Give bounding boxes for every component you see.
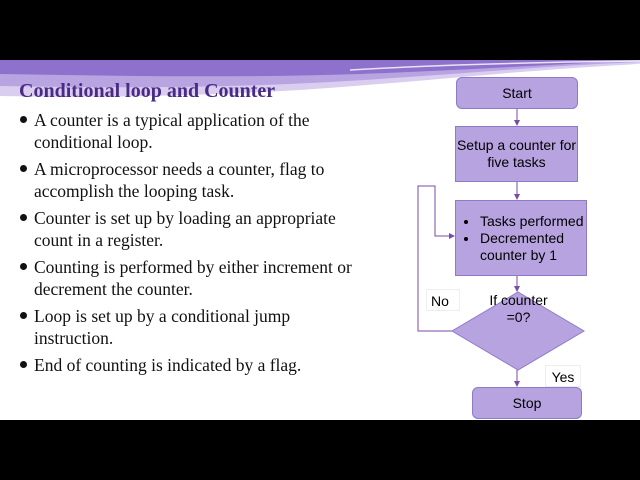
stop-node: Stop: [472, 387, 582, 419]
no-branch-label: No: [426, 289, 460, 311]
slide-title: Conditional loop and Counter: [19, 80, 276, 102]
bullet-icon: [464, 237, 468, 241]
process-item-text: Tasks performed: [480, 212, 584, 229]
start-node: Start: [456, 77, 578, 109]
process-item: [462, 230, 586, 264]
bullet-text: Loop is set up by a conditional jump instruction.: [34, 306, 291, 348]
bullet-text: End of counting is indicated by a flag.: [34, 355, 302, 375]
process-node: [455, 200, 587, 276]
bullet-text: A counter is a typical application of the conditional loop.: [34, 110, 310, 152]
bullet-icon: [464, 220, 468, 224]
yes-branch-label: Yes: [545, 365, 581, 387]
process-item-text: Decremented counter by 1: [480, 229, 565, 263]
process-item: [462, 213, 586, 230]
bullet-text: A microprocessor needs a counter, flag to accomplish the looping task.: [34, 159, 325, 201]
bullet-text: Counter is set up by loading an appropriate count in a register.: [34, 208, 336, 250]
bullet-text: Counting is performed by either increment or decrement the counter.: [34, 257, 352, 299]
decision-label: If counter =0?: [489, 292, 548, 325]
process-list: [462, 213, 586, 264]
slide: [0, 60, 640, 420]
setup-counter-node: Setup a counter for five tasks: [455, 126, 578, 182]
